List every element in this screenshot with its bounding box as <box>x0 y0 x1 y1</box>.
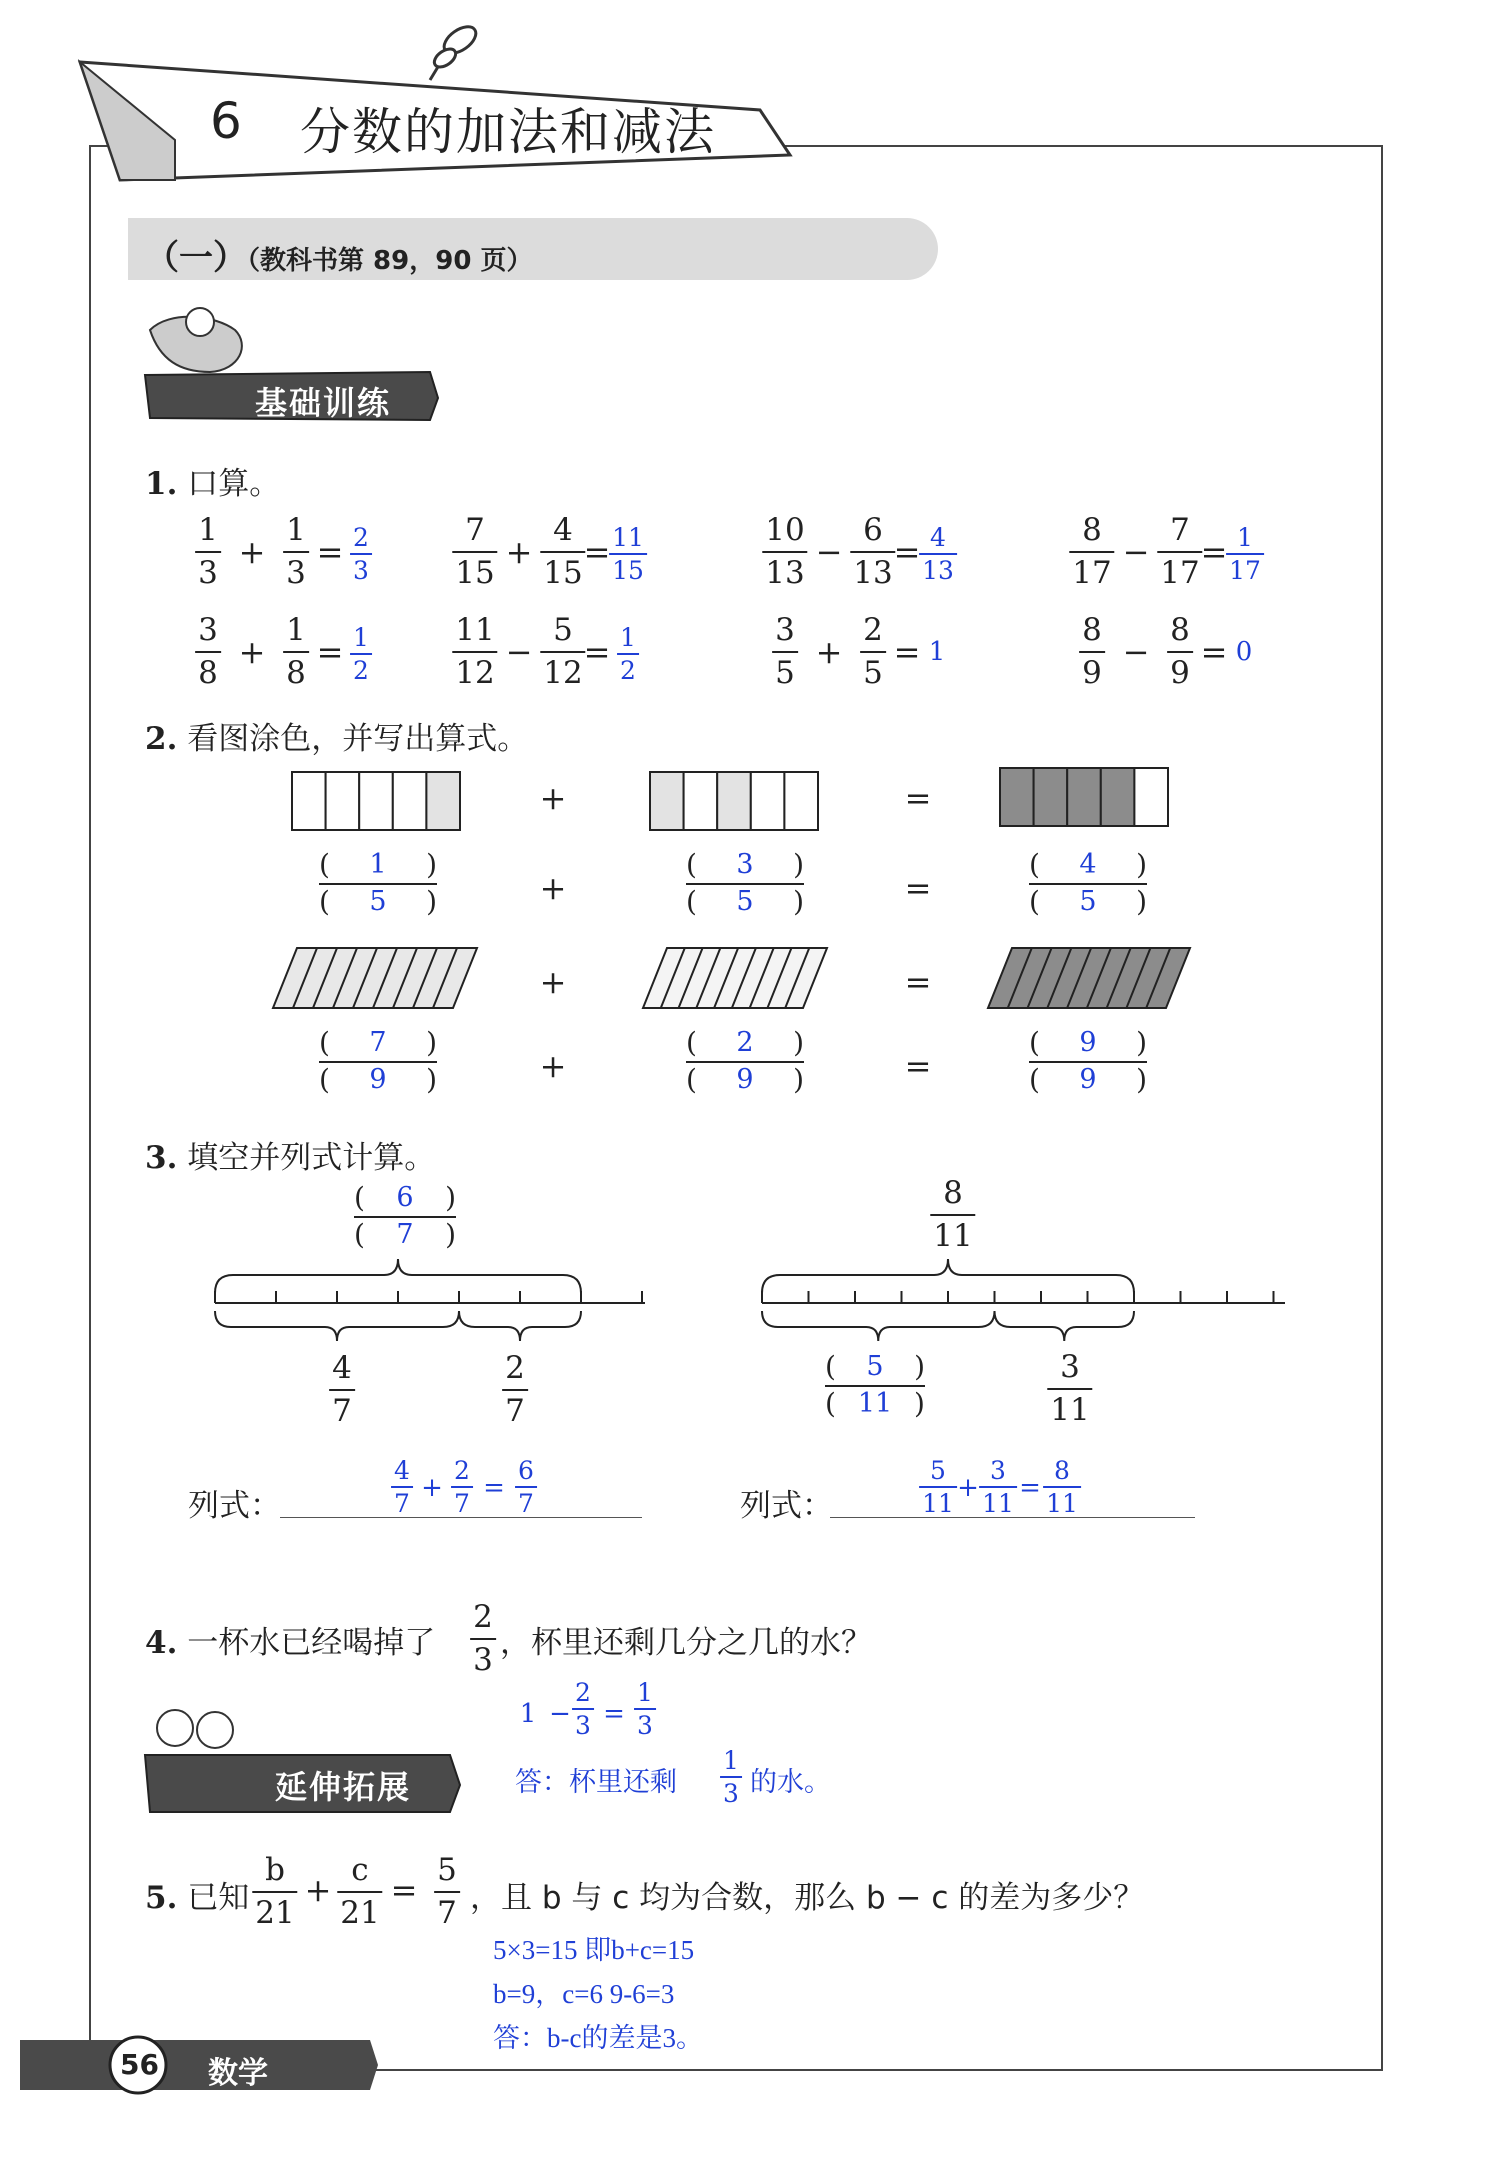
q3-left-part-b <box>502 1350 528 1429</box>
q4-question-fraction-bar <box>470 1638 496 1640</box>
q5-text <box>145 1872 249 1917</box>
q1-item-3-first-denominator: 13 <box>765 555 805 591</box>
q3-left-part-b-denominator: 7 <box>505 1393 525 1429</box>
q5-fraction-result-bar <box>434 1891 460 1893</box>
q5-equals: = <box>390 1871 418 1909</box>
q3-left-formula-b-numerator: 2 <box>454 1456 470 1485</box>
q3-left-formula-c <box>515 1458 537 1516</box>
q3-right-part-b-numerator: 3 <box>1060 1349 1080 1385</box>
q3-left-top-denominator: ( 7 ) <box>354 1217 456 1251</box>
q3-left-formula-c-denominator: 7 <box>518 1489 534 1518</box>
q5-answer-line-2: b=9，c=6 9-6=3 <box>493 1979 675 2009</box>
q1-item-7-first-numerator: 3 <box>775 612 795 648</box>
q2-row2-b-numerator: ( 2 ) <box>686 1026 804 1059</box>
q1-item-5-answer-denominator: 2 <box>353 656 369 685</box>
q1-item-4-answer-denominator: 17 <box>1229 556 1261 585</box>
q3-right-formula-a <box>919 1458 957 1516</box>
q1-item-4-equals: = <box>1200 533 1228 571</box>
q3-right-formula-c <box>1043 1458 1081 1516</box>
q1-item-4-operator: − <box>1122 533 1150 571</box>
q3-left-part-a-denominator: 7 <box>332 1393 352 1429</box>
q1-item-1-operator: + <box>238 533 266 571</box>
q3-right-formula-c-numerator: 8 <box>1054 1456 1070 1485</box>
q4-calc-subtrahend-bar <box>572 1708 594 1710</box>
q5-fraction-result-denominator: 7 <box>437 1895 457 1931</box>
q1-item-4-answer-numerator: 1 <box>1237 523 1253 552</box>
q3-right-formula-c-bar <box>1043 1486 1081 1488</box>
page-number: 56 <box>120 2048 159 2081</box>
q2-row2-c-numerator: ( 9 ) <box>1029 1026 1147 1059</box>
q3-right-part-a <box>825 1352 925 1420</box>
chapter-number: 6 <box>210 92 242 150</box>
q3-right-formula-c-denominator: 11 <box>1046 1489 1078 1518</box>
q5-fraction-c-bar <box>337 1891 382 1893</box>
q3-right-formula-b-numerator: 3 <box>990 1456 1006 1485</box>
q5-fraction-b-numerator: b <box>265 1852 285 1888</box>
q5-fraction-b-denominator: 21 <box>255 1895 295 1931</box>
section-ref: （教科书第 89，90 页） <box>247 246 533 276</box>
q3-right-formula-b-denominator: 11 <box>982 1489 1014 1518</box>
q1-item-1-answer-denominator: 3 <box>353 556 369 585</box>
q2-row1-c-denominator: ( 5 ) <box>1029 884 1147 918</box>
q3-right-formula-a-denominator: 11 <box>922 1489 954 1518</box>
q3-right-part-b-bar <box>1047 1388 1092 1390</box>
q1-item-4-first-denominator: 17 <box>1072 555 1112 591</box>
q3-left-formula-c-bar <box>515 1486 537 1488</box>
q1-item-2-first-denominator: 15 <box>455 555 495 591</box>
q3-right-formula-a-bar <box>919 1486 957 1488</box>
q1-item-2-second-denominator: 15 <box>543 555 583 591</box>
q3-left-brace-a <box>215 1311 459 1341</box>
q2-row1-a-denominator: ( 5 ) <box>319 884 437 918</box>
q2-row1-b-numerator: ( 3 ) <box>686 848 804 881</box>
q3-right-part-a-numerator: ( 5 ) <box>825 1350 925 1383</box>
q4-number: 4. <box>145 1625 178 1661</box>
subject-label: 数学 <box>208 2056 268 2091</box>
q1-item-1-second-denominator: 3 <box>286 555 306 591</box>
q2-row2-a-denominator: ( 9 ) <box>319 1062 437 1096</box>
q3-left-formula-a-numerator: 4 <box>394 1456 410 1485</box>
q1-title: 口算。 <box>187 466 281 502</box>
q2-row1-a-numerator: ( 1 ) <box>319 848 437 881</box>
q5-fraction-result-numerator: 5 <box>437 1852 457 1888</box>
q1-item-3-answer-denominator: 13 <box>922 556 954 585</box>
q2-fig1-plus: + <box>539 779 567 817</box>
q1-item-6-first-denominator: 12 <box>455 655 495 691</box>
q3-left-formula-c-numerator: 6 <box>518 1456 534 1485</box>
q3-left-brace-b <box>459 1311 581 1341</box>
q2-row2-b-denominator: ( 9 ) <box>686 1062 804 1096</box>
q3-right-formula-b-bar <box>979 1486 1017 1488</box>
q4-question-fraction-denominator: 3 <box>473 1642 493 1678</box>
section-number: （一） <box>145 238 247 278</box>
q2-row1-equals: = <box>904 869 932 907</box>
q2-title: 看图涂色，并写出算式。 <box>187 721 529 757</box>
q5-text-start: 已知 <box>187 1880 250 1916</box>
q1-item-2-second-numerator: 4 <box>553 512 573 548</box>
q1-item-6-answer-numerator: 1 <box>620 623 636 652</box>
q1-item-6-answer-denominator: 2 <box>620 656 636 685</box>
q2-number: 2. <box>145 721 178 757</box>
q1-item-1-answer-numerator: 2 <box>353 523 369 552</box>
q3-right-part-b-denominator: 11 <box>1050 1392 1090 1428</box>
q3-left-top-numerator: ( 6 ) <box>354 1181 456 1214</box>
q1-item-3-operator: − <box>815 533 843 571</box>
extension-tag: 延伸拓展 <box>275 1768 412 1806</box>
q3-left-top-bar <box>354 1216 456 1218</box>
basic-training-tag: 基础训练 <box>255 384 392 422</box>
q1-item-2-equals: = <box>583 533 611 571</box>
q1-item-7-second-denominator: 5 <box>863 655 883 691</box>
q1-item-2-answer-numerator: 11 <box>612 523 644 552</box>
q1-item-8-answer: 0 <box>1235 637 1253 667</box>
q4-text <box>145 1617 435 1662</box>
q2-row2-c-denominator: ( 9 ) <box>1029 1062 1147 1096</box>
q3-right-formula-a-numerator: 5 <box>930 1456 946 1485</box>
q3-right-part-a-denominator: ( 11 ) <box>825 1386 925 1420</box>
q2-fig2-plus: + <box>539 963 567 1001</box>
q3-right-top <box>930 1175 975 1254</box>
q4-calc-equals: = <box>603 1699 625 1729</box>
q3-left-answer-line <box>280 1517 642 1518</box>
q4-answer-fraction <box>720 1748 742 1806</box>
q5-answer-line-3: 答：b-c的差是3。 <box>493 2023 703 2053</box>
q5-number: 5. <box>145 1880 178 1916</box>
q1-item-8-second-numerator: 8 <box>1170 612 1190 648</box>
q4-calc-subtrahend <box>572 1680 594 1738</box>
q5-fraction-result <box>434 1852 460 1931</box>
q4-text-before: 一杯水已经喝掉了 <box>187 1625 436 1661</box>
q2-row1-b-denominator: ( 5 ) <box>686 884 804 918</box>
q3-right-top-bar <box>930 1214 975 1216</box>
q4-text-after: ，杯里还剩几分之几的水？ <box>500 1625 872 1661</box>
q3-left-top-brace <box>215 1259 581 1293</box>
q1-item-2-first-numerator: 7 <box>465 512 485 548</box>
q1-item-5-first-denominator: 8 <box>198 655 218 691</box>
q2-fig1-equals: = <box>904 779 932 817</box>
q4-answer-fraction-bar <box>720 1776 742 1778</box>
q3-left-part-b-numerator: 2 <box>505 1350 525 1386</box>
q1-item-6-second-numerator: 5 <box>553 612 573 648</box>
q3-left-part-a <box>329 1350 355 1429</box>
q4-answer-after: 的水。 <box>750 1767 831 1798</box>
q1-item-1-equals: = <box>316 533 344 571</box>
q1-item-1-first-numerator: 1 <box>198 512 218 548</box>
q3-right-answer-line <box>830 1517 1195 1518</box>
q3-right-brace-b <box>995 1311 1135 1341</box>
q4-calc-subtrahend-denominator: 3 <box>575 1711 591 1740</box>
q1-item-7-second-numerator: 2 <box>863 612 883 648</box>
q1-item-4-second-denominator: 17 <box>1160 555 1200 591</box>
chapter-title: 分数的加法和减法 <box>300 103 716 161</box>
q3-right-formula-label: 列式： <box>740 1488 833 1524</box>
q1-number: 1. <box>145 466 178 502</box>
q1-item-8-second-denominator: 9 <box>1170 655 1190 691</box>
q5-fraction-b-bar <box>252 1891 297 1893</box>
q1-item-6-operator: − <box>505 633 533 671</box>
q3-title: 填空并列式计算。 <box>187 1140 436 1176</box>
q1-item-3-second-denominator: 13 <box>853 555 893 591</box>
q4-calc-result-bar <box>634 1708 656 1710</box>
q2-row1-c-numerator: ( 4 ) <box>1029 848 1147 881</box>
q4-calc-result-numerator: 1 <box>637 1678 653 1707</box>
q3-left-formula-a <box>391 1458 413 1516</box>
q4-question-fraction <box>470 1599 496 1678</box>
q3-right-formula-equals: = <box>1019 1473 1041 1503</box>
q3-right-top-brace <box>762 1259 1134 1293</box>
q4-question-fraction-numerator: 2 <box>473 1599 493 1635</box>
q3-right-part-a-bar <box>825 1385 925 1387</box>
q1-item-2-operator: + <box>505 533 533 571</box>
q3-left-part-a-bar <box>329 1389 355 1391</box>
q3-left-part-a-numerator: 4 <box>332 1350 352 1386</box>
q3-number: 3. <box>145 1140 178 1176</box>
q1-item-8-first-numerator: 8 <box>1082 612 1102 648</box>
q3-left-top <box>354 1183 456 1251</box>
q1-item-6-first-numerator: 11 <box>455 612 495 648</box>
q3-left-formula-plus: + <box>421 1473 443 1503</box>
q3-right-formula-plus: + <box>957 1473 979 1503</box>
q1-item-5-second-numerator: 1 <box>286 612 306 648</box>
q1-item-3-answer-numerator: 4 <box>930 523 946 552</box>
q3-right-top-numerator: 8 <box>943 1175 963 1211</box>
q3-left-formula-a-bar <box>391 1486 413 1488</box>
q5-answer-line-1: 5×3=15 即b+c=15 <box>493 1935 695 1965</box>
q4-calc-whole: 1 <box>519 1699 537 1729</box>
q1-item-8-first-denominator: 9 <box>1082 655 1102 691</box>
q1-item-2-answer-denominator: 15 <box>612 556 644 585</box>
q5-fraction-c-denominator: 21 <box>340 1895 380 1931</box>
q3-right-top-denominator: 11 <box>933 1218 973 1254</box>
q4-calc-result <box>634 1680 656 1738</box>
q1-item-1-first-denominator: 3 <box>198 555 218 591</box>
q1-item-7-operator: + <box>815 633 843 671</box>
q4-calc-subtrahend-numerator: 2 <box>575 1678 591 1707</box>
q1-item-7-equals: = <box>893 633 921 671</box>
q3-left-formula-b <box>451 1458 473 1516</box>
q1-item-5-first-numerator: 3 <box>198 612 218 648</box>
q2-row2-plus: + <box>539 1047 567 1085</box>
q1-item-3-equals: = <box>893 533 921 571</box>
q1-item-5-operator: + <box>238 633 266 671</box>
q4-answer-before: 答：杯里还剩 <box>515 1767 677 1798</box>
q5-text-rest: ，且 b 与 c 均为合数，那么 b − c 的差为多少？ <box>470 1880 1145 1916</box>
q3-left-formula-b-denominator: 7 <box>454 1489 470 1518</box>
q1-item-7-answer: 1 <box>928 637 946 667</box>
q1-item-3-first-numerator: 10 <box>765 512 805 548</box>
q4-answer-fraction-denominator: 3 <box>723 1779 739 1808</box>
q5-fraction-c <box>337 1852 382 1931</box>
q3-left-part-b-bar <box>502 1389 528 1391</box>
q1-item-4-first-numerator: 8 <box>1082 512 1102 548</box>
q3-right-formula-b <box>979 1458 1017 1516</box>
q5-fraction-c-numerator: c <box>351 1852 369 1888</box>
q2-row2-equals: = <box>904 1047 932 1085</box>
q1-item-6-second-denominator: 12 <box>543 655 583 691</box>
q2-fig2-equals: = <box>904 963 932 1001</box>
q1-item-3-second-numerator: 6 <box>863 512 883 548</box>
q3-left-formula-b-bar <box>451 1486 473 1488</box>
q1-item-5-second-denominator: 8 <box>286 655 306 691</box>
q1-item-6-equals: = <box>583 633 611 671</box>
q5-fraction-b <box>252 1852 297 1931</box>
q1-item-1-second-numerator: 1 <box>286 512 306 548</box>
q1-item-7-first-denominator: 5 <box>775 655 795 691</box>
q4-answer-fraction-numerator: 1 <box>723 1746 739 1775</box>
q4-calc-result-denominator: 3 <box>637 1711 653 1740</box>
q3-left-formula-label: 列式： <box>188 1488 281 1524</box>
q3-left-formula-a-denominator: 7 <box>394 1489 410 1518</box>
q3-right-brace-a <box>762 1311 995 1341</box>
q4-calc-minus: − <box>549 1699 571 1729</box>
q1-item-5-equals: = <box>316 633 344 671</box>
q2-row2-a-numerator: ( 7 ) <box>319 1026 437 1059</box>
q1-item-5-answer-numerator: 1 <box>353 623 369 652</box>
q2-row1-plus: + <box>539 869 567 907</box>
q3-right-part-b <box>1047 1349 1092 1428</box>
q1-item-8-operator: − <box>1122 633 1150 671</box>
q5-plus: + <box>304 1871 332 1909</box>
q1-item-8-equals: = <box>1200 633 1228 671</box>
q1-item-4-second-numerator: 7 <box>1170 512 1190 548</box>
q3-left-formula-equals: = <box>483 1473 505 1503</box>
